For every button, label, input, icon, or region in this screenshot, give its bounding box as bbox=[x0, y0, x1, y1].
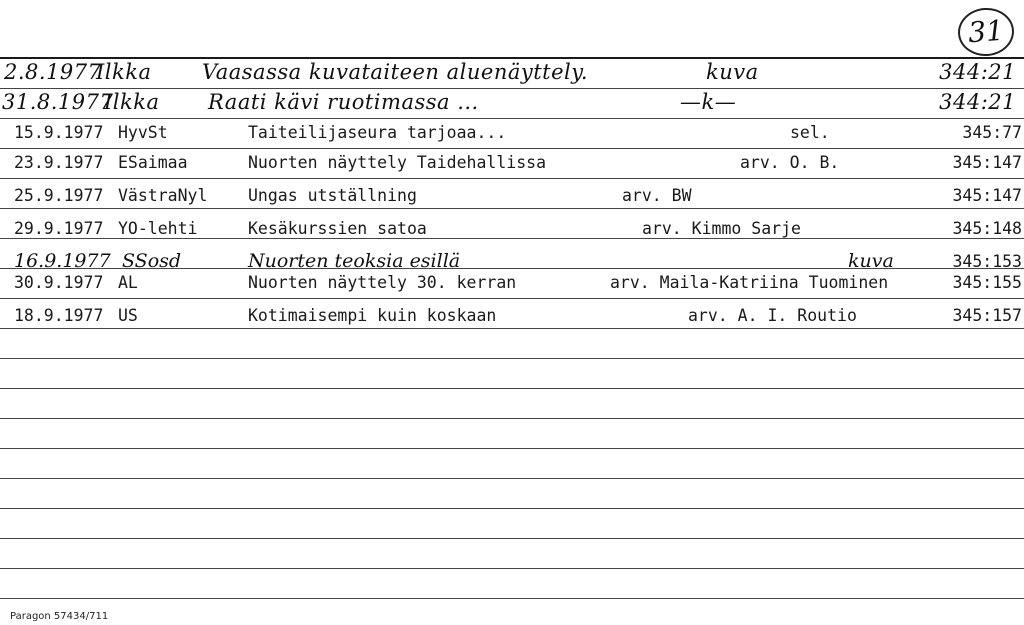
entry-title: Nuorten näyttely 30. kerran bbox=[248, 273, 517, 292]
entry-date: 23.9.1977 bbox=[14, 153, 104, 172]
entry-note: arv. A. I. Routio bbox=[688, 306, 857, 325]
entry-date: 25.9.1977 bbox=[14, 186, 104, 205]
list-item bbox=[0, 123, 1024, 151]
entry-ref: 344:21 bbox=[939, 60, 1016, 84]
entry-date: 18.9.1977 bbox=[14, 306, 104, 325]
card-number: 31 bbox=[956, 6, 1015, 58]
entry-title: Nuorten teoksia esillä bbox=[248, 250, 461, 272]
entry-ref: 345:77 bbox=[962, 123, 1022, 142]
rule-line bbox=[0, 118, 1024, 119]
entry-note: arv. O. B. bbox=[740, 153, 840, 172]
entry-source: Ilkka bbox=[96, 60, 152, 84]
rule-line bbox=[0, 538, 1024, 539]
list-item bbox=[0, 60, 1024, 88]
rule-line bbox=[0, 358, 1024, 359]
entry-date: 31.8.1977 bbox=[2, 90, 114, 114]
list-item bbox=[0, 153, 1024, 181]
entry-ref: 345:157 bbox=[952, 306, 1022, 325]
list-item bbox=[0, 219, 1024, 247]
entry-source: ESaimaa bbox=[118, 153, 188, 172]
header-rule bbox=[0, 57, 1024, 59]
entry-title: Taiteilijaseura tarjoaa... bbox=[248, 123, 507, 142]
list-item bbox=[0, 90, 1024, 118]
entry-ref: 345:155 bbox=[952, 273, 1022, 292]
entry-date: 15.9.1977 bbox=[14, 123, 104, 142]
entry-date: 30.9.1977 bbox=[14, 273, 104, 292]
entry-ref: 344:21 bbox=[939, 90, 1016, 114]
rule-line bbox=[0, 88, 1024, 89]
rule-line bbox=[0, 418, 1024, 419]
entry-source: Ilkka bbox=[104, 90, 160, 114]
entry-source: VästraNyl bbox=[118, 186, 208, 205]
list-item bbox=[0, 273, 1024, 301]
entry-title: Nuorten näyttely Taidehallissa bbox=[248, 153, 547, 172]
entry-note: arv. Kimmo Sarje bbox=[642, 219, 801, 238]
entry-source: SSosd bbox=[122, 250, 182, 272]
entry-title: Raati kävi ruotimassa ... bbox=[208, 90, 479, 114]
rule-line bbox=[0, 568, 1024, 569]
entry-note: kuva bbox=[706, 60, 759, 84]
list-item bbox=[0, 186, 1024, 214]
rule-line bbox=[0, 478, 1024, 479]
card-footer: Paragon 57434/711 bbox=[10, 611, 109, 622]
rule-line bbox=[0, 598, 1024, 599]
entry-date: 2.8.1977 bbox=[4, 60, 102, 84]
entry-title: Ungas utställning bbox=[248, 186, 417, 205]
entry-note: arv. BW bbox=[622, 186, 692, 205]
entry-note: sel. bbox=[790, 123, 830, 142]
entry-date: 16.9.1977 bbox=[14, 250, 111, 272]
list-item bbox=[0, 306, 1024, 334]
entry-source: HyvSt bbox=[118, 123, 168, 142]
entry-title: Kotimaisempi kuin koskaan bbox=[248, 306, 497, 325]
entry-ref: 345:147 bbox=[952, 153, 1022, 172]
entry-source: AL bbox=[118, 273, 138, 292]
entry-date: 29.9.1977 bbox=[14, 219, 104, 238]
entry-title: Vaasassa kuvataiteen aluenäyttely. bbox=[202, 60, 588, 84]
entry-ref: 345:148 bbox=[952, 219, 1022, 238]
entry-ref: 345:147 bbox=[952, 186, 1022, 205]
rule-line bbox=[0, 388, 1024, 389]
rule-line bbox=[0, 448, 1024, 449]
entry-ref: 345:153 bbox=[952, 252, 1022, 271]
entry-note: kuva bbox=[848, 250, 894, 272]
entry-source: US bbox=[118, 306, 138, 325]
rule-line bbox=[0, 508, 1024, 509]
entry-title: Kesäkurssien satoa bbox=[248, 219, 427, 238]
entry-source: YO-lehti bbox=[118, 219, 198, 238]
entry-note: —k— bbox=[680, 90, 737, 114]
entry-note: arv. Maila-Katriina Tuominen bbox=[610, 273, 889, 292]
